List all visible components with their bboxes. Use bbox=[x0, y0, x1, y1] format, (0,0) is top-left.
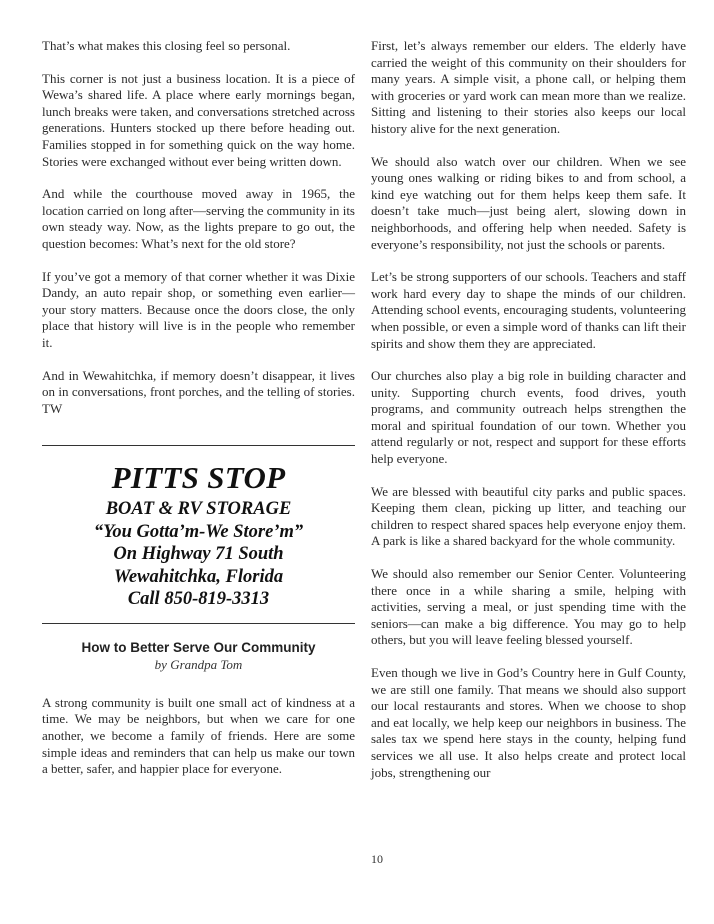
ad-line: BOAT & RV STORAGE bbox=[105, 499, 292, 520]
paragraph: And in Wewahitchka, if memory doesn’t disappear, it lives on in conversations, front porches, and the telling of stories. TW bbox=[42, 367, 355, 416]
ad-line: “You Gotta’m-We Store’m” bbox=[93, 521, 304, 542]
paragraph: And while the courthouse moved away in 1965, the location carried on long after—serving the community in its own steady way. Now, as the lights prepare to go out, the question becomes: What’s next for the old store? bbox=[42, 186, 355, 251]
ad-line: Call 850-819-3313 bbox=[127, 589, 270, 610]
paragraph: That’s what makes this closing feel so personal. bbox=[42, 38, 291, 53]
paragraph: First, let’s always remember our elders. The elderly have carried the weight of this community on their shoulders for many years. A simple visit, a phone call, or helping them with groceries or yard work can mean more than we realize. Sitting and listening to their stories also keeps our local history alive for the next generation. bbox=[371, 38, 686, 136]
right-column bbox=[371, 38, 686, 797]
paragraph: Let’s be strong supporters of our schools. Teachers and staff work hard every day to shape the minds of our children. Attending school events, encouraging students, volunteering when possible, or even a simple word of thanks can lift their spirits and show them they are appreciated. bbox=[371, 269, 686, 351]
paragraph: We should also remember our Senior Center. Volunteering there once in a while sharing a smile, helping with activities, serving a meal, or just spending time with the seniors—can make a big difference. You may go to help others, but you will leave feeling blessed yourself. bbox=[371, 566, 686, 648]
article-title: How to Better Serve Our Community bbox=[81, 639, 316, 655]
pitts-stop-ad bbox=[42, 446, 355, 623]
ad-line: Wewahitchka, Florida bbox=[113, 566, 284, 587]
article-byline: by Grandpa Tom bbox=[154, 656, 243, 672]
paragraph: Even though we live in God’s Country here in Gulf County, we are still one family. That means we should also support our local restaurants and stores. When we choose to shop and eat locally, we help keep our neighbors in business. The sales tax we spend here stays in the county, helping fund services we all use. It also helps create and protect local jobs, strengthening our bbox=[371, 665, 686, 780]
ad-line: On Highway 71 South bbox=[113, 544, 284, 565]
ad-bottom-divider bbox=[42, 623, 355, 624]
paragraph: We are blessed with beautiful city parks and public spaces. Keeping them clean, picking up litter, and teaching our children to respect shared spaces help everyone enjoy them. A park is like a shared backyard for the whole community. bbox=[371, 483, 686, 549]
left-column bbox=[42, 38, 355, 794]
ad-title: PITTS STOP bbox=[111, 460, 286, 496]
paragraph: We should also watch over our children. When we see young ones walking or riding bikes to and from school, a kind eye watching out for them helps keep them safe. It doesn’t take much—just being alert, slowing down in neighborhoods, and offering help when needed. Safety is everyone’s responsibility, not just the schools or parents. bbox=[371, 153, 686, 252]
paragraph: If you’ve got a memory of that corner whether it was Dixie Dandy, an auto repair shop, or something even earlier—your story matters. Because once the doors close, the only place that history will live is in the people who remember it. bbox=[42, 268, 355, 350]
page-number: 10 bbox=[371, 852, 383, 866]
paragraph: Our churches also play a big role in building character and unity. Supporting church events, food drives, youth programs, and community outreach helps strengthen the moral and spiritual foundation of our town. Whether you attend regularly or not, respect and support for these efforts help everyone. bbox=[371, 368, 686, 467]
paragraph: This corner is not just a business location. It is a piece of Wewa’s shared life. A place where early mornings began, lunch breaks were taken, and conversations stretched across generations. Hunters stocked up there before heading out. Families stopped in for something quick on the way home. Stories were exchanged without ever being written down. bbox=[42, 70, 355, 169]
article-intro: A strong community is built one small act of kindness at a time. We may be neighbors, but when we care for one another, we become a family of friends. Here are some simple ideas and reminders that can help us make our town a better, safer, and happier place for everyone. bbox=[42, 694, 355, 777]
